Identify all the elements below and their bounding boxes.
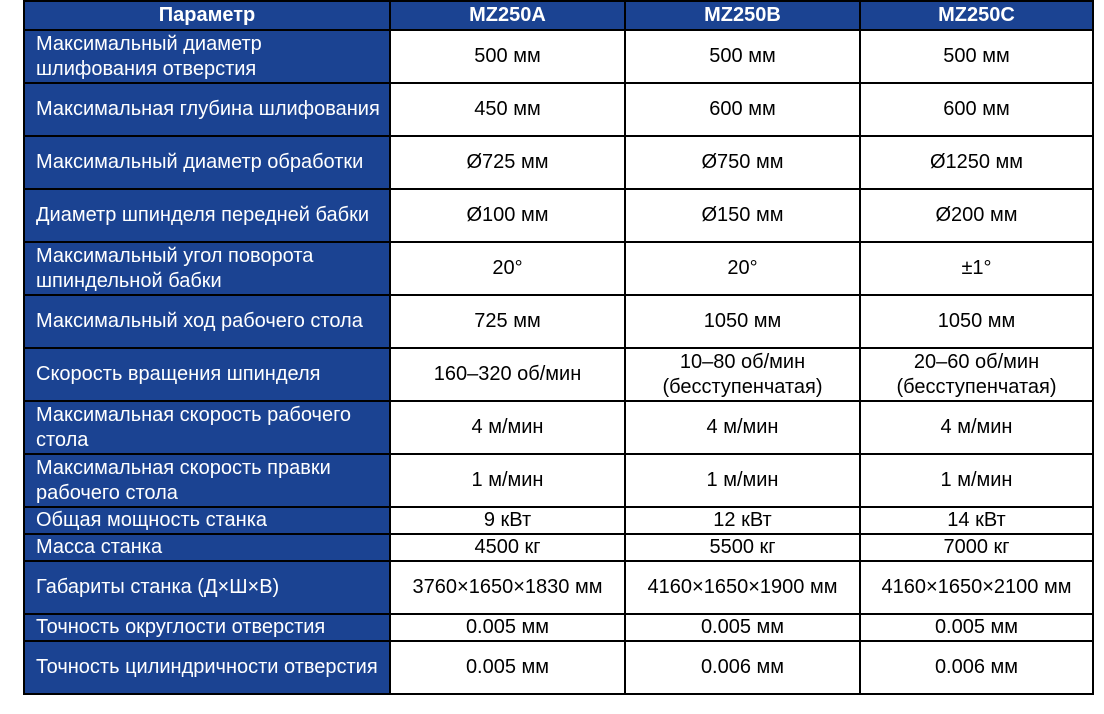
value-mz250c: ±1° [860,242,1093,295]
value-mz250a: 3760×1650×1830 мм [390,561,625,614]
row-parameter: Максимальный диаметр шлифования отверстия [24,30,390,83]
table-row [24,614,1093,641]
table-row [24,454,1093,507]
header-mz250c: MZ250C [860,1,1093,30]
header-mz250a: MZ250A [390,1,625,30]
row-parameter: Точность цилиндричности отверстия [24,641,390,694]
value-mz250b: 12 кВт [625,507,860,534]
value-mz250c: 4160×1650×2100 мм [860,561,1093,614]
value-mz250c: Ø200 мм [860,189,1093,242]
table-row [24,30,1093,83]
value-mz250b: 10–80 об/мин (бесступенчатая) [625,348,860,401]
value-mz250c: 7000 кг [860,534,1093,561]
header-row [24,1,1093,30]
value-mz250c: 0.006 мм [860,641,1093,694]
value-mz250b: 0.005 мм [625,614,860,641]
value-mz250b: Ø750 мм [625,136,860,189]
row-parameter: Габариты станка (Д×Ш×В) [24,561,390,614]
value-mz250b: 500 мм [625,30,860,83]
table-row [24,295,1093,348]
value-mz250a: 4500 кг [390,534,625,561]
value-mz250a: 500 мм [390,30,625,83]
row-parameter: Максимальный угол поворота шпиндельной бабки [24,242,390,295]
row-parameter: Максимальная скорость рабочего стола [24,401,390,454]
table-row [24,401,1093,454]
table-row [24,641,1093,694]
value-mz250b: 600 мм [625,83,860,136]
table-row [24,534,1093,561]
value-mz250a: 160–320 об/мин [390,348,625,401]
value-mz250b: 4 м/мин [625,401,860,454]
value-mz250a: 450 мм [390,83,625,136]
value-mz250c: 14 кВт [860,507,1093,534]
value-mz250c: 1 м/мин [860,454,1093,507]
value-mz250c: 20–60 об/мин (бесступенчатая) [860,348,1093,401]
value-mz250a: 4 м/мин [390,401,625,454]
row-parameter: Максимальный диаметр обработки [24,136,390,189]
value-mz250c: 500 мм [860,30,1093,83]
value-mz250a: 0.005 мм [390,641,625,694]
value-mz250c: 1050 мм [860,295,1093,348]
row-parameter: Максимальный ход рабочего стола [24,295,390,348]
row-parameter: Масса станка [24,534,390,561]
table-row [24,348,1093,401]
value-mz250a: Ø725 мм [390,136,625,189]
value-mz250b: 5500 кг [625,534,860,561]
row-parameter: Максимальная скорость правки рабочего стола [24,454,390,507]
value-mz250b: 1 м/мин [625,454,860,507]
value-mz250c: 600 мм [860,83,1093,136]
header-parameter: Параметр [24,1,390,30]
row-parameter: Диаметр шпинделя передней бабки [24,189,390,242]
value-mz250a: 1 м/мин [390,454,625,507]
value-mz250a: 725 мм [390,295,625,348]
value-mz250b: 20° [625,242,860,295]
table-row [24,83,1093,136]
row-parameter: Максимальная глубина шлифования [24,83,390,136]
value-mz250c: 4 м/мин [860,401,1093,454]
header-mz250b: MZ250B [625,1,860,30]
value-mz250b: 4160×1650×1900 мм [625,561,860,614]
value-mz250a: 20° [390,242,625,295]
table-row [24,242,1093,295]
table-row [24,507,1093,534]
row-parameter: Общая мощность станка [24,507,390,534]
value-mz250c: 0.005 мм [860,614,1093,641]
spec-table [23,0,1094,695]
value-mz250b: 1050 мм [625,295,860,348]
value-mz250a: 9 кВт [390,507,625,534]
table-row [24,136,1093,189]
value-mz250a: 0.005 мм [390,614,625,641]
row-parameter: Точность округлости отверстия [24,614,390,641]
table-row [24,561,1093,614]
value-mz250b: 0.006 мм [625,641,860,694]
value-mz250b: Ø150 мм [625,189,860,242]
table-row [24,189,1093,242]
row-parameter: Скорость вращения шпинделя [24,348,390,401]
value-mz250a: Ø100 мм [390,189,625,242]
value-mz250c: Ø1250 мм [860,136,1093,189]
